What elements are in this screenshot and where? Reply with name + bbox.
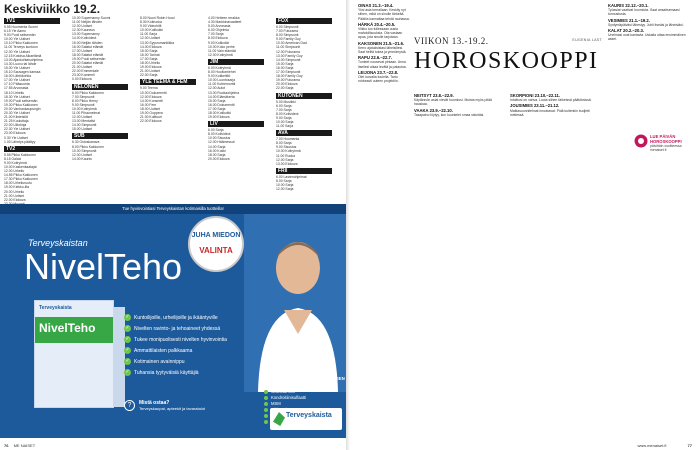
- program-listing: 11.00 Sarja: [140, 32, 158, 37]
- program-listing: 10.00 Luontosarja: [208, 78, 236, 83]
- program-listing: 20.00 Elokuva: [208, 156, 230, 161]
- program-listing: 22.00 Sarja: [276, 86, 294, 91]
- bullet-dot-icon: [264, 408, 268, 412]
- program-listing: 22.00 Emmerdale: [72, 69, 99, 74]
- horoscope-header: [414, 30, 604, 86]
- program-listing: 17.10 Pääsuunta: [4, 82, 30, 87]
- program-listing: 13.00 Elokuva: [276, 161, 298, 166]
- program-listing: 20.00 Salatut elämät: [72, 61, 104, 66]
- horoscope-text: Syntymäpäiväsi lähestyy. Juhli itseäsi ja läheisiäsi.: [608, 22, 684, 27]
- program-listing: 17.00 Simpsonit: [276, 70, 301, 75]
- program-listing: 16.00 Dokumentti: [208, 102, 235, 107]
- program-listing: 14.00 Kaunis: [72, 156, 92, 161]
- program-listing: 18.00 Urheilu: [140, 61, 161, 66]
- horoscope-text: Käytännön asiat vievät huomiosi. Muista myös pitää hauskaa.: [414, 98, 492, 107]
- program-listing: 12.00 Autot: [208, 86, 226, 91]
- magazine-name: ME NAISET: [13, 443, 36, 448]
- program-listing: 10.00 Yle Uutiset: [4, 37, 30, 42]
- recommendation-badge: [188, 216, 244, 272]
- program-listing: 13.00 Syysromantiikka: [140, 40, 175, 45]
- program-listing: 10.00 Supernanny Suomi: [72, 16, 111, 20]
- program-listing: 10.00 Kotikokki: [140, 28, 163, 33]
- zodiac-sign: JOUSIMIES 23.11.–21.12.: [510, 103, 560, 109]
- channel-header: SUB: [72, 133, 128, 139]
- promo-line3: päivittäin osoitteessa menaiset.fi: [650, 144, 682, 152]
- logo-mark-icon: [273, 412, 285, 426]
- program-listing: 8.15 Galaxi: [4, 156, 22, 161]
- program-listing: 9.00 Kotikeittiö: [208, 74, 231, 79]
- program-listing: 9.00 Family Guy: [276, 37, 301, 42]
- program-listing: 8.00 Simpsonit: [276, 33, 299, 38]
- horoscope-text: Olet luovalla tuulella. Tartu rohkeasti uuteen projektiin.: [358, 75, 399, 84]
- ad-bullet-text: Tuhansia tyytyväisiä käyttäjiä: [134, 369, 199, 376]
- ad-brand-name: NivelTeho: [24, 246, 183, 287]
- program-listing: 18.00 Family Guy: [276, 74, 303, 79]
- right-page-footer: [638, 443, 692, 448]
- ad-bullet-text: Kotimainen avainnippu: [134, 358, 185, 365]
- program-listing: 14.00 Simpsonit: [276, 57, 301, 62]
- tv-column: [208, 16, 264, 202]
- program-listing: 19.00 Ooppera: [140, 110, 163, 115]
- promo-line1: LUE PÄIVÄN: [650, 134, 676, 139]
- program-listing: 23.00 Elokuva: [4, 131, 26, 136]
- zodiac-sign: VESIMIES 21.1.–19.2.: [608, 17, 650, 23]
- program-listing: 9.00 Sarja: [276, 115, 292, 120]
- program-listing: 18.00 Sarja: [208, 152, 226, 157]
- program-listing: 14.00 Kotivideot: [72, 36, 97, 41]
- program-listing: 10.00 Koko perhe: [208, 44, 235, 49]
- program-listing: 6.00 Pikku Kakkonen: [72, 90, 104, 95]
- program-listing: 11.00 Pihaunelmat: [72, 110, 101, 115]
- program-listing: 9.00 Kotikokki: [208, 40, 230, 45]
- program-listing: 11.00 Kotiremontti: [208, 82, 236, 87]
- program-listing: 10.00 Sarja: [276, 119, 294, 124]
- ingredient-name: Kondroitiinisulfaatti: [271, 395, 307, 400]
- program-listing: 0.30 Yle Uutiset: [4, 135, 28, 140]
- zodiac-sign: VAAKA 23.9.–22.10.: [414, 107, 453, 113]
- channel-header: JIM: [208, 59, 264, 65]
- program-listing: 14.55 Pikku Kakkonen: [4, 173, 38, 178]
- program-listing: 12.00 Uutiset: [140, 36, 160, 41]
- program-listing: 12.00 Häämessut: [208, 140, 235, 145]
- program-listing: 18.00 Urheiluruutu: [4, 181, 32, 186]
- program-listing: 13.00 Ajankohtaisohjelma: [4, 57, 43, 62]
- program-listing: 10.10 Pikku Kakkonen: [4, 41, 38, 46]
- program-listing: 14.00 Elämäkerta: [208, 94, 235, 99]
- ad-brand-prefix: Terveyskaistan: [28, 238, 88, 248]
- zodiac-sign: NEITSYT 23.8.–22.9.: [414, 93, 454, 98]
- nivelteho-advertisement[interactable]: [0, 204, 346, 438]
- program-listing: 14.00 Sarja: [208, 144, 226, 149]
- horoscope-column: [510, 92, 602, 202]
- program-listing: 14.00 Elokuva: [140, 44, 162, 49]
- daily-horoscope-promo[interactable]: [634, 134, 690, 153]
- program-listing: 12.00 Kotiryhmä: [208, 52, 233, 57]
- program-listing: 13.00 Ruokaohjelma: [208, 90, 240, 95]
- program-listing: 11.00 Simpsonit: [276, 45, 301, 50]
- promo-logo-icon: [634, 134, 648, 148]
- program-listing: 12.00 Futurama: [276, 49, 300, 54]
- zodiac-sign: KAKSONEN 21.5.–21.6.: [358, 40, 405, 46]
- bullet-dot-icon: [264, 396, 268, 400]
- program-listing: 10.00 Kotiryhmä: [276, 149, 301, 154]
- program-listing: 15.00 Sarja: [208, 98, 226, 103]
- program-listing: 19.00 Puoli seitsemän: [72, 56, 106, 61]
- program-listing: 14.00 Simpsonit: [72, 123, 97, 128]
- horoscope-title: HOROSKOOPPI: [414, 48, 599, 74]
- program-listing: 23.00 Kummeli: [72, 73, 95, 78]
- program-listing: 9.00 Teema: [140, 86, 158, 91]
- ad-bullet-text: Kuntoilijoille, urheilijoille ja ikääntyville: [134, 314, 218, 321]
- program-listing: 1.00 Lähetys päättyy: [4, 139, 36, 144]
- program-listing: 6.00 Sarja: [276, 103, 292, 108]
- program-listing: 19.00 Kiekko-ilta: [4, 185, 30, 190]
- program-listing: 15.10 Sauvagen kanssa: [4, 70, 41, 75]
- where-to-buy-title: Mistä ostaa?: [139, 400, 170, 406]
- channel-header: KUTONEN: [276, 93, 332, 99]
- bullet-dot-icon: [264, 402, 268, 406]
- program-listing: 17.00 Yle Uutiset: [4, 78, 30, 83]
- program-listing: 4.00 Heiteen rerakka: [208, 16, 240, 20]
- program-listing: 12.30 Kauneus: [72, 28, 95, 33]
- program-listing: 14.00 Konsertti: [140, 98, 163, 103]
- program-listing: 22.00 Sarja: [140, 73, 158, 78]
- package-brand: Terveyskaista: [39, 305, 72, 311]
- horoscope-text: Tunteet nousevat pintaan. Anna itsellesi aikaa levätä ja palautua.: [358, 60, 407, 69]
- program-listing: 13.00 Mentalist: [72, 119, 95, 124]
- ad-bullet-list: [124, 314, 244, 380]
- where-to-buy: [124, 400, 205, 411]
- horoscope-text: Tasapaino löytyy, kun kuuntelet omaa sisintäsi.: [414, 112, 485, 117]
- horoscope-page: [350, 0, 696, 450]
- program-listing: 10.00 American Dad: [276, 41, 307, 46]
- program-listing: 10.00 Sarja: [276, 183, 294, 187]
- program-listing: 22.30 Yle Uutiset: [4, 127, 30, 132]
- program-listing: 8.00 Pikku Henry: [72, 98, 98, 103]
- tv-column: [276, 16, 332, 202]
- program-listing: 12.00 Sarja: [276, 157, 294, 162]
- program-listing: 15.00 Neljän tähden: [72, 40, 103, 45]
- program-listing: 12.00 Elokuva: [140, 94, 162, 99]
- program-listing: 7.00 Simpsonit: [72, 94, 95, 99]
- program-listing: 16.00 Sarja: [276, 65, 294, 70]
- program-listing: 8.00 Kotivideot: [276, 111, 299, 116]
- program-listing: 10.00 Simpsonit: [72, 148, 97, 153]
- program-listing: 8.00 Nuori Robin Hood: [140, 16, 175, 20]
- terveyskaista-logo: [270, 408, 342, 430]
- checkmark-icon: ✓: [125, 336, 130, 342]
- badge-line2: VALINTA: [199, 246, 233, 255]
- zodiac-sign: SKORPIONI 23.10.–22.11.: [510, 93, 561, 98]
- program-listing: 7.00 Sarja: [208, 32, 224, 37]
- ingredient-heading: NIVELTEHO ON KUUDEN AKTIIVIANEEN YHDISTELMÄ: [264, 376, 345, 386]
- logo-text: Terveyskaista: [286, 412, 332, 419]
- program-listing: 12.00 Uutiset: [72, 152, 92, 157]
- ad-bullet: [124, 358, 244, 365]
- program-listing: 17.30 Pikku Kakkonen: [4, 177, 38, 182]
- channel-header: FOX: [276, 18, 332, 24]
- program-listing: 22.00 Elokuva: [4, 197, 26, 202]
- program-listing: 17.55 Arvonasia: [4, 86, 29, 91]
- question-icon: ?: [124, 400, 135, 411]
- page-number: 76: [4, 443, 9, 448]
- horoscope-column: [358, 2, 410, 200]
- program-listing: 8.00 Pikku Kakkonen: [72, 144, 104, 149]
- program-listing: 16.00 Fem: [140, 102, 157, 107]
- zodiac-sign: KALAT 20.2.–20.3.: [608, 28, 644, 34]
- program-listing: 10.00 Dokumentti: [140, 90, 167, 95]
- program-listing: 13.00 Supernanny: [72, 32, 100, 37]
- zodiac-sign: OINAS 21.3.–19.4.: [358, 3, 394, 8]
- ad-bullet: [124, 314, 244, 321]
- program-listing: 9.00 Sisustus: [276, 145, 297, 150]
- promo-line2: HOROSKOOPPI: [650, 139, 682, 144]
- program-listing: 8.00 Sarja: [276, 141, 292, 146]
- horoscope-text: Kerro ajatuksistasi läheisillesi. Saat heiltä tukea ja ymmärrystä.: [358, 45, 407, 55]
- program-listing: 19.00 Futurama: [276, 78, 300, 83]
- program-listing: 9.00 Videohitit: [140, 24, 162, 29]
- site-url[interactable]: www.menaiset.fi: [637, 443, 667, 448]
- horoscope-text: Työasiat vaativat huomiota. Saat ansaitsemaasi tunnustusta.: [608, 8, 680, 17]
- program-listing: 21.00 Kiinteistöt: [4, 115, 29, 120]
- program-listing: 5.55 Pikku Kakkonen: [4, 152, 36, 157]
- program-listing: 11.00 Sarja: [276, 124, 294, 129]
- program-listing: 8.00 Elokuva: [208, 36, 228, 41]
- channel-header: NELONEN: [72, 84, 128, 90]
- channel-header: YLE TEEMA & FEM: [140, 79, 196, 85]
- program-listing: 16.00 Tarinat: [140, 52, 160, 57]
- checkmark-icon: ✓: [125, 314, 130, 320]
- program-listing: 10.00 Kotiryhmä: [72, 106, 97, 111]
- program-listing: 12.00 Uutiset: [72, 24, 92, 29]
- channel-header: TV1: [4, 18, 60, 24]
- checkmark-icon: ✓: [125, 347, 130, 353]
- program-listing: 9.00 Simpsonit: [72, 102, 95, 107]
- program-listing: 21.00 Kulttuuri: [140, 115, 162, 120]
- program-listing: 6.30 Ostoskanava: [72, 140, 100, 145]
- program-listing: 11.00 Neljän tähden: [72, 20, 103, 25]
- program-listing: 12.00 Uutiset: [72, 115, 92, 120]
- program-listing: 18.00 Salatut elämät: [72, 52, 104, 57]
- horoscope-text: Intuitiosi on vahva. Luota siihen tärkeissä päätöksissä.: [510, 98, 592, 103]
- program-listing: 15.00 Yle Uutiset: [4, 65, 30, 70]
- program-listing: 0.00 Elokuva: [72, 77, 92, 82]
- program-listing: 18.10 Urheilu: [4, 90, 25, 95]
- program-listing: 5.55 Huomenta Suomi: [4, 25, 38, 29]
- program-listing: 7.00 Huomenta: [276, 137, 300, 142]
- program-listing: 10.00 Sisustus: [208, 136, 231, 141]
- channel-header: LIV: [208, 121, 264, 127]
- zodiac-sign: LEIJONA 23.7.–22.8.: [358, 69, 399, 75]
- ad-bullet-text: Ammattilaisten palkkaama: [134, 347, 193, 354]
- program-listing: 17.00 Uutiset: [72, 48, 92, 53]
- program-listing: 17.00 Sarja: [140, 56, 158, 61]
- program-listing: 9.00 Puoli seitsemän: [4, 33, 36, 38]
- program-listing: 20.00 Urheilu: [4, 189, 25, 194]
- author-name: EUGENIA LAST: [572, 38, 602, 42]
- horoscope-text: Yksi asia kerrallaan. Keskity nyt siihen, mikä on sinulle tärkeää. Päätös kannattaa tehdä rauhassa.: [358, 8, 410, 21]
- program-listing: 11.00 Ruoka: [276, 153, 295, 158]
- ingredient-name: MSM: [271, 401, 281, 406]
- week-label: VIIKON 13.-19.2.: [414, 36, 489, 46]
- program-listing: 13.00 Family Guy: [276, 53, 303, 58]
- bullet-dot-icon: [264, 390, 268, 394]
- ad-bullet: [124, 347, 244, 354]
- checkmark-icon: ✓: [125, 325, 130, 331]
- page-title: Keskiviikko 19.2.: [4, 2, 101, 16]
- checkmark-icon: ✓: [125, 358, 130, 364]
- program-listing: 20.00 Vanhankaupungin: [4, 106, 41, 111]
- ingredient-name: Glukosamiini: [271, 389, 295, 394]
- badge-line1: JUHA MIEDON: [191, 232, 241, 239]
- program-listing: 22.00 Elokuva: [140, 119, 162, 124]
- program-listing: 6.00 Kotiryhmä: [208, 65, 231, 70]
- program-listing: 19.00 Elokuva: [208, 115, 230, 120]
- program-listing: 19.00 Elokuva: [140, 65, 162, 70]
- ad-bullet: [124, 336, 244, 343]
- program-listing: 15.00 Sarja: [276, 61, 294, 66]
- program-listing: 6.15 Yle Aamu: [4, 29, 26, 34]
- program-listing: 7.00 Futurama: [276, 29, 299, 34]
- program-listing: 8.00 Kotivideot: [208, 132, 231, 137]
- program-listing: 8.00 Huoltomiehet: [208, 70, 236, 75]
- where-to-buy-sub: Terveyskaupat, apteekit ja tavaratalot: [139, 406, 206, 411]
- product-package: [34, 300, 114, 408]
- program-listing: 6.00 Ohjelmia: [208, 28, 229, 33]
- program-listing: 20.00 Elokuva: [276, 82, 298, 87]
- program-listing: 5.00 Arvonasia: [208, 24, 231, 29]
- program-listing: 18.00 Kotikokki: [208, 110, 231, 115]
- page-number-right: 77: [687, 443, 692, 448]
- tv-column: [140, 16, 196, 202]
- horoscope-column: [608, 2, 692, 130]
- program-listing: 19.00 Puoli seitsemän: [4, 98, 38, 103]
- channel-header: FRII: [276, 168, 332, 174]
- package-name: NivelTeho: [39, 321, 96, 335]
- ad-top-strip: Tue hyvinvointiasi Terveyskaistan kotimaisilla tuotteilla!: [0, 204, 346, 214]
- zodiac-sign: RAPU 22.6.–22.7.: [358, 55, 392, 61]
- program-listing: 18.00 Uutiset: [140, 106, 160, 111]
- program-listing: 12.00 Yle Uutiset: [4, 49, 30, 54]
- program-listing: 6.00 Simpsonit: [276, 25, 299, 29]
- program-listing: 6.00 Sarja: [208, 128, 224, 133]
- horoscope-text: Unelmasi ovat kantavia. Uskalla ottaa ensimmäinen askel.: [608, 33, 686, 42]
- program-listing: 16.00 Kokki: [208, 148, 226, 153]
- left-page-footer: [4, 443, 35, 448]
- bullet-dot-icon: [264, 420, 268, 424]
- program-listing: 12.00 Sarja: [276, 187, 294, 192]
- program-listing: 9.00 Kotiryhmä: [4, 160, 27, 165]
- channel-header: TV2: [4, 146, 60, 152]
- checkmark-icon: ✓: [125, 369, 130, 375]
- program-listing: 10.00 Kaskenkaatajat: [4, 165, 37, 169]
- program-listing: 20.30 Yle Uutiset: [4, 110, 30, 115]
- program-listing: 15.00 Sarja: [140, 48, 158, 53]
- program-listing: 12.15 Kotoisa Aikaelämä: [4, 53, 42, 58]
- program-listing: 18.30 Yle Uutiset: [4, 94, 30, 99]
- horoscope-text: Viikko tuo tullessaan uusia mahdollisuuksia. Ota vastaan apua, jota sinulle tarjotaan.: [358, 27, 403, 40]
- channel-header: AVA: [276, 130, 332, 136]
- horoscope-text: Matkasuunnitelmat innostavat. Pidä kuitenkin budjetti mielessä.: [510, 108, 590, 117]
- bullet-dot-icon: [264, 414, 268, 418]
- program-listing: 4.30 Markkinavaatteet: [208, 20, 242, 25]
- program-listing: 21.25 Kuuluttaja: [4, 119, 29, 124]
- program-listing: 16.00 Lähtökohtia: [4, 74, 31, 79]
- program-listing: 21.00 Uutiset: [4, 193, 24, 198]
- ad-bullet-text: Tukee monipuolisesti nivelten hyvinvointia: [134, 336, 227, 343]
- horoscope-column: [414, 92, 506, 202]
- program-listing: 21.00 Uutiset: [140, 69, 160, 74]
- program-listing: 22.00 Ulkolinja: [4, 123, 27, 128]
- zodiac-sign: HÄRKÄ 20.4.–20.5.: [358, 21, 396, 27]
- program-listing: 7.00 Sarja: [276, 107, 292, 112]
- ad-bullet-text: Nivelten ravinto- ja tehoaineet yhdessä: [134, 325, 221, 332]
- program-listing: 5.00 Musiikki: [276, 99, 296, 104]
- program-listing: 8.00 Sarja: [276, 178, 292, 183]
- program-listing: 17.00 Sarja: [208, 106, 226, 111]
- zodiac-sign: KAURIS 22.12.–20.1.: [608, 3, 649, 8]
- spokesperson-photo: [244, 214, 346, 392]
- ad-bullet: [124, 369, 244, 376]
- program-listing: 12.00 Urheilu: [4, 169, 25, 174]
- program-listing: 21.00 Uutiset: [72, 65, 92, 70]
- program-listing: 8.30 Kotiruoka: [140, 20, 162, 25]
- program-listing: 14.30 Luovu tai lähde: [4, 61, 37, 66]
- program-listing: 11.00 Vain elämää: [208, 48, 236, 53]
- program-listing: 6.00 Lastenohjelmat: [276, 174, 307, 179]
- program-listing: 19.30 Pikku Kakkonen: [4, 102, 38, 107]
- program-listing: 15.00 Uutiset: [72, 127, 92, 132]
- program-listing: 16.00 Salatut elämät: [72, 44, 104, 49]
- ad-bullet: [124, 325, 244, 332]
- program-listing: 11.00 Terveys kuntoon: [4, 45, 38, 50]
